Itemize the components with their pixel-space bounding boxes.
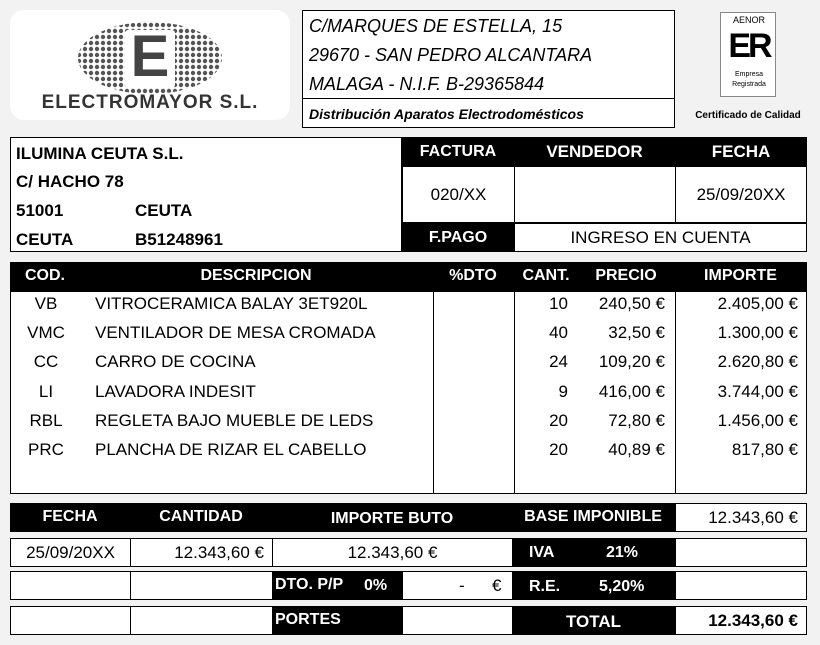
portes-label-cell <box>272 606 403 635</box>
col-header-cod: COD. <box>25 267 65 284</box>
items-table-body <box>10 291 807 494</box>
iva-value <box>675 538 807 567</box>
base-imponible-value: 12.343,60 € <box>675 503 807 532</box>
blank-cell-b <box>130 571 273 600</box>
totals-cantidad-value: 12.343,60 € <box>130 538 273 567</box>
certification-caption: Certificado de Calidad <box>695 110 801 121</box>
item-cod: CC <box>33 352 59 372</box>
base-imponible-label: BASE IMPONIBLE <box>524 508 662 525</box>
totals-importe-bruto-label: IMPORTE BUTO <box>330 510 454 527</box>
item-importe: 1.456,00 € <box>717 410 798 430</box>
dto-pp-row <box>272 571 403 600</box>
totals-fecha-label: FECHA <box>42 508 98 525</box>
factura-label: FACTURA <box>402 137 514 166</box>
dto-pp-rate: 0% <box>364 577 388 594</box>
item-precio: 72,80 € <box>608 410 665 430</box>
factura-number: 020/XX <box>402 166 515 223</box>
client-postal-code: 51001 <box>16 201 64 220</box>
portes-label: PORTES <box>275 611 341 628</box>
item-precio: 416,00 € <box>598 381 665 401</box>
blank-cell-c <box>10 606 131 635</box>
item-precio: 109,20 € <box>598 352 665 372</box>
item-description: VENTILADOR DE MESA CROMADA <box>95 323 376 343</box>
client-city: CEUTA <box>135 201 193 220</box>
total-value: 12.343,60 € <box>675 606 807 635</box>
item-cant: 9 <box>558 381 568 401</box>
totals-header <box>10 503 675 532</box>
aenor-badge-top: AENOR <box>732 15 765 25</box>
dto-pp-value-currency: € <box>492 576 502 595</box>
client-street: C/ HACHO 78 <box>16 172 124 191</box>
iva-row <box>512 538 675 567</box>
company-address-line2: 29670 - SAN PEDRO ALCANTARA <box>309 45 593 65</box>
client-name: ILUMINA CEUTA S.L. <box>16 144 184 163</box>
col-header-desc: DESCRIPCION <box>200 267 312 284</box>
iva-rate: 21% <box>606 544 639 561</box>
fecha-label: FECHA <box>675 137 807 166</box>
company-address-line1: C/MARQUES DE ESTELLA, 15 <box>309 16 563 36</box>
dto-pp-value-dash: - <box>459 576 465 595</box>
item-importe: 817,80 € <box>731 440 798 459</box>
re-value <box>675 571 807 600</box>
item-precio: 32,50 € <box>608 323 665 343</box>
item-cod: PRC <box>28 440 64 459</box>
col-header-cant: CANT. <box>522 267 570 284</box>
aenor-badge <box>720 12 776 97</box>
blank-cell-a <box>10 571 131 600</box>
totals-fecha-value: 25/09/20XX <box>10 538 131 567</box>
client-box <box>10 137 402 252</box>
col-header-dto: %DTO <box>449 267 497 284</box>
dto-pp-value <box>402 571 513 600</box>
item-cod: RBL <box>29 410 63 430</box>
re-label: R.E. <box>529 578 561 595</box>
item-cod: VB <box>34 294 58 313</box>
item-description: CARRO DE COCINA <box>95 352 256 372</box>
item-cod: VMC <box>27 323 65 343</box>
blank-cell-d <box>130 606 273 635</box>
company-address-box <box>302 10 675 128</box>
item-description: PLANCHA DE RIZAR EL CABELLO <box>95 440 367 459</box>
re-row <box>512 571 675 600</box>
dto-pp-label: DTO. P/P <box>275 576 344 593</box>
item-description: LAVADORA INDESIT <box>95 381 256 401</box>
item-importe: 2.405,00 € <box>717 294 798 313</box>
vendedor-label: VENDEDOR <box>514 137 675 166</box>
item-precio: 240,50 € <box>598 294 665 313</box>
totals-cantidad-label: CANTIDAD <box>159 508 243 525</box>
company-logo <box>10 10 290 120</box>
client-province: CEUTA <box>16 230 74 249</box>
item-importe: 2.620,80 € <box>717 352 798 372</box>
aenor-badge-sub1: Empresa <box>734 71 763 78</box>
item-importe: 1.300,00 € <box>717 323 798 343</box>
item-description: REGLETA BAJO MUEBLE DE LEDS <box>95 410 374 430</box>
invoice-date: 25/09/20XX <box>675 166 807 223</box>
col-header-precio: PRECIO <box>595 267 657 284</box>
items-table-header <box>10 262 807 291</box>
company-activity: Distribución Aparatos Electrodomésticos <box>309 106 584 122</box>
item-cod: LI <box>38 381 54 401</box>
logo-letter: E <box>130 24 170 89</box>
company-address-line3: MALAGA - N.I.F. B-29365844 <box>309 74 545 94</box>
item-cant: 10 <box>549 294 568 313</box>
total-label: TOTAL <box>512 606 675 635</box>
re-rate: 5,20% <box>599 578 645 595</box>
aenor-badge-sub2: Registrada <box>732 81 766 88</box>
portes-value <box>402 606 513 635</box>
item-cant: 20 <box>549 440 568 459</box>
importe-bruto-value: 12.343,60 € <box>272 538 513 567</box>
fpago-label: F.PAGO <box>402 223 514 252</box>
aenor-badge-mark: ER <box>728 27 770 65</box>
iva-label: IVA <box>529 544 555 561</box>
item-description: VITROCERAMICA BALAY 3ET920L <box>95 294 368 313</box>
item-cant: 20 <box>549 410 568 430</box>
item-cant: 24 <box>549 352 568 372</box>
item-importe: 3.744,00 € <box>717 381 798 401</box>
vendedor-value <box>514 166 676 223</box>
fpago-value: INGRESO EN CUENTA <box>514 223 807 252</box>
col-header-importe: IMPORTE <box>704 267 777 284</box>
logo-name: ELECTROMAYOR S.L. <box>41 92 259 113</box>
item-cant: 40 <box>549 323 568 343</box>
item-precio: 40,89 € <box>608 440 665 459</box>
client-tax-id: B51248961 <box>135 230 223 249</box>
